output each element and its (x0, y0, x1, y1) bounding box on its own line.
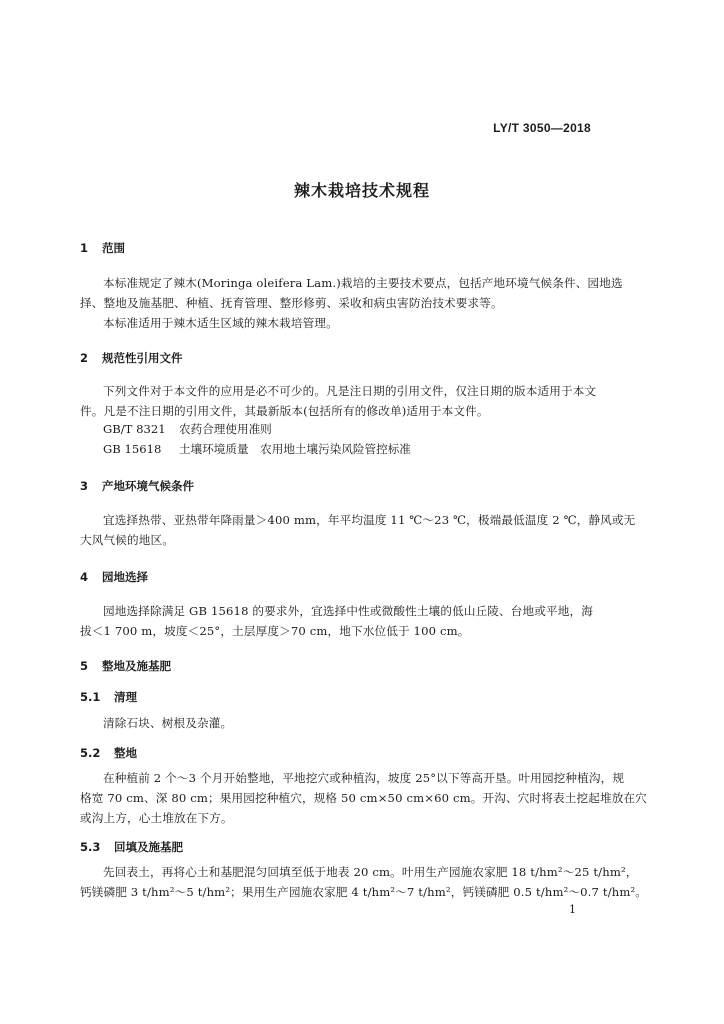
text-line: 钙镁磷肥 3 t/hm²～5 t/hm²；果用生产园施农家肥 4 t/hm²～7 t/hm²，钙镁磷肥 0.5 t/hm²～0.7 t/hm²。 (80, 885, 648, 899)
text-line: 大风气候的地区。 (80, 533, 174, 547)
text-line: 本标准适用于辣木适生区域的辣木栽培管理。 (103, 316, 338, 330)
subsection-5-3-paragraph (80, 862, 648, 902)
subsection-number: 5.3 (80, 840, 101, 854)
text-line: 先回表土，再将心土和基肥混匀回填至低于地表 20 cm。叶用生产园施农家肥 18 t/hm²～25 t/hm²， (103, 865, 638, 879)
subsection-5-2-heading (80, 745, 137, 761)
subsection-number: 5.1 (80, 690, 101, 704)
reference-name: 农药合理使用准则 (179, 422, 272, 436)
page-number: 1 (569, 903, 576, 916)
reference-code: GB/T 8321 (103, 422, 166, 436)
section-1-heading (80, 240, 125, 256)
section-1-paragraph-2 (80, 313, 606, 333)
section-4-paragraph-1 (80, 601, 606, 641)
reference-name: 土壤环境质量 农用地土壤污染风险管控标准 (179, 442, 411, 456)
section-3-heading (80, 478, 194, 494)
document-title: 辣木栽培技术规程 (293, 181, 430, 200)
section-number: 2 (80, 351, 89, 365)
normative-reference (103, 421, 272, 437)
subsection-number: 5.2 (80, 746, 101, 760)
text-line: 或沟上方，心土堆放在下方。 (80, 811, 233, 825)
text-line: 择、整地及施基肥、种植、抚育管理、整形修剪、采收和病虫害防治技术要求等。 (80, 296, 503, 310)
section-title: 范围 (102, 241, 125, 255)
text-line: 拔＜1 700 m，坡度＜25°，土层厚度＞70 cm，地下水位低于 100 cm。 (80, 624, 470, 638)
text-line: 清除石块、树根及杂灌。 (103, 716, 233, 730)
subsection-5-1-heading (80, 689, 137, 705)
section-2-heading (80, 350, 183, 366)
subsection-5-3-heading (80, 839, 183, 855)
subsection-5-2-paragraph (80, 768, 647, 828)
section-number: 1 (80, 241, 89, 255)
section-number: 3 (80, 479, 89, 493)
section-5-heading (80, 658, 171, 674)
section-1-paragraph-1 (80, 273, 623, 313)
text-line: 宜选择热带、亚热带年降雨量＞400 mm，年平均温度 11 ℃～23 ℃，极端最低温度 2 ℃，静风或无 (103, 513, 636, 527)
section-title: 整地及施基肥 (102, 659, 171, 673)
section-3-paragraph-1 (80, 510, 636, 550)
text-line: 园地选择除满足 GB 15618 的要求外，宜选择中性或微酸性土壤的低山丘陵、台地或平地，海 (103, 604, 593, 618)
subsection-title: 清理 (114, 690, 137, 704)
subsection-5-1-paragraph (80, 713, 606, 733)
subsection-title: 整地 (114, 746, 137, 760)
normative-reference (103, 441, 411, 457)
section-title: 产地环境气候条件 (102, 479, 194, 493)
text-line: 在种植前 2 个～3 个月开始整地，平地挖穴或种植沟，坡度 25°以下等高开垦。叶用园挖种植沟，规 (103, 771, 625, 785)
section-4-heading (80, 569, 148, 585)
text-line: 下列文件对于本文件的应用是必不可少的。凡是注日期的引用文件，仅注日期的版本适用于本文 (103, 384, 597, 398)
section-number: 5 (80, 659, 89, 673)
reference-code: GB 15618 (103, 442, 162, 456)
text-line: 件。凡是不注日期的引用文件，其最新版本(包括所有的修改单)适用于本文件。 (80, 404, 489, 418)
section-2-paragraph-1 (80, 381, 606, 421)
standard-code: LY/T 3050—2018 (493, 121, 591, 135)
text-line: 格宽 70 cm、深 80 cm；果用园挖种植穴，规格 50 cm×50 cm×60 cm。开沟、穴时将表土挖起堆放在穴 (80, 791, 647, 805)
section-title: 园地选择 (102, 570, 148, 584)
subsection-title: 回填及施基肥 (114, 840, 183, 854)
section-number: 4 (80, 570, 89, 584)
text-line: 本标准规定了辣木(Moringa oleifera Lam.)栽培的主要技术要点，包括产地环境气候条件、园地选 (103, 276, 623, 290)
section-title: 规范性引用文件 (102, 351, 183, 365)
